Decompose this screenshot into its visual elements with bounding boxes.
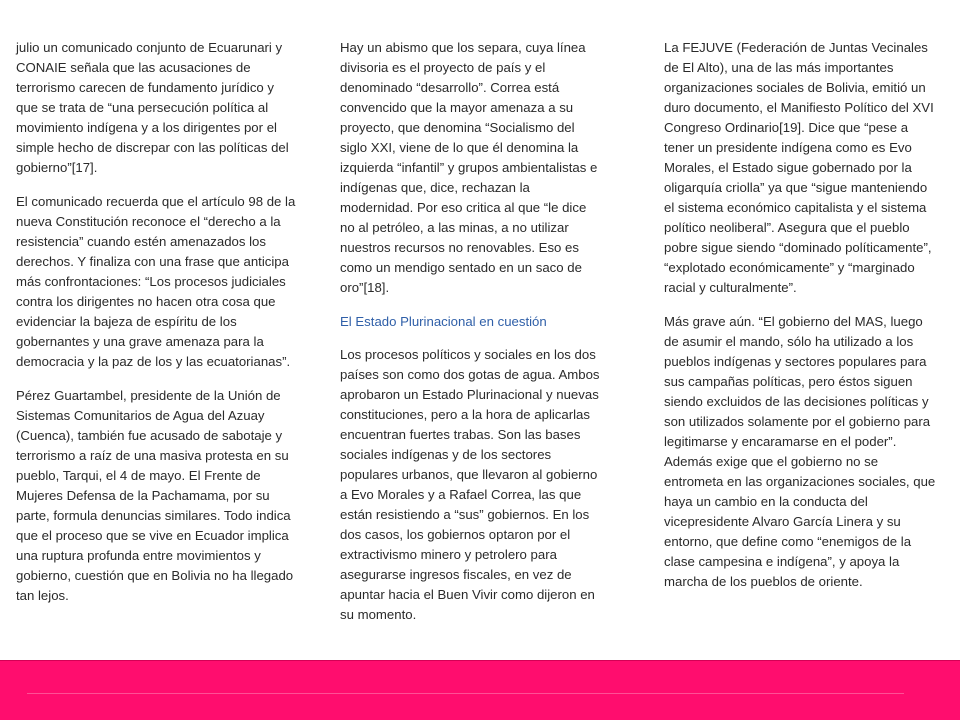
text-column-1 xyxy=(16,38,296,620)
paragraph: Los procesos políticos y sociales en los dos países son como dos gotas de agua. Ambos aprobaron un Estado Plurinacional y nuevas constituciones, pero a la hora de aplicarlas encuentran fuertes trabas. Son las bases sociales indígenas y de los sectores populares urbanos, que llevaron al gobierno a Evo Morales y a Rafael Correa, las que están resistiendo a “sus” gobiernos. En los dos casos, los gobiernos optaron por el extractivismo minero y petrolero para asegurarse ingresos fiscales, en vez de apuntar hacia el Buen Vivir como dijeron en su momento. xyxy=(340,347,600,622)
paragraph: La FEJUVE (Federación de Juntas Vecinales de El Alto), una de las más importantes organizaciones sociales de Bolivia, emitió un duro documento, el Manifiesto Político del XVI Congreso Ordinario[19]. Dice que “pese a tener un presidente indígena como es Evo Morales, el Estado sigue gobernado por la oligarquía criolla” ya que “sigue manteniendo el sistema económico capitalista y el sistema político neoliberal”. Asegura que el pueblo pobre sigue siendo “dominado políticamente”, “explotado económicamente” y “marginado racial y culturalmente”. xyxy=(664,40,934,295)
paragraph: julio un comunicado conjunto de Ecuarunari y CONAIE señala que las acusaciones de terrorismo carecen de fundamento jurídico y que se trata de “una persecución política al movimiento indígena y a los dirigentes por el simple hecho de discrepar con las políticas del gobierno”[17]. xyxy=(16,40,289,175)
paragraph: Más grave aún. “El gobierno del MAS, luego de asumir el mando, sólo ha utilizado a los pueblos indígenas y sectores populares para sus campañas políticas, pero éstos siguen siendo excluidos de las decisiones políticas y son utilizados solamente por el gobierno para legitimarse y encaramarse en el poder”. Además exige que el gobierno no se entrometa en las organizaciones sociales, que haya un cambio en la conducta del vicepresidente Alvaro García Linera y su entorno, que define como “enemigos de la clase campesina e indígena”, y apoya la marcha de los pueblos de oriente. xyxy=(664,314,936,589)
paragraph: Hay un abismo que los separa, cuya línea divisoria es el proyecto de país y el denominado “desarrollo”. Correa está convencido que la mayor amenaza a su proyecto, que denomina “Socialismo del siglo XXI, viene de lo que él denomina la izquierda “infantil” y grupos ambientalistas e indígenas que, dice, rechazan la modernidad. Por eso critica al que “le dice no al petróleo, a las minas, a no utilizar nuestros recursos no renovables. Eso es como un mendigo sentado en un saco de oro”[18]. xyxy=(340,40,598,295)
paragraph: Pérez Guartambel, presidente de la Unión de Sistemas Comunitarios de Agua del Azuay (Cuenca), también fue acusado de sabotaje y terrorismo a raíz de una masiva protesta en su pueblo, Tarqui, el 4 de mayo. El Frente de Mujeres Defensa de la Pachamama, por su parte, formula denuncias similares. Todo indica que el proceso que se vive en Ecuador implica una ruptura profunda entre movimientos y gobierno, cuestión que en Bolivia no ha llegado tan lejos. xyxy=(16,388,294,603)
text-column-2 xyxy=(340,38,602,639)
text-column-3 xyxy=(664,38,940,606)
section-heading: El Estado Plurinacional en cuestión xyxy=(340,314,547,329)
footer-divider xyxy=(27,693,904,694)
footer-band xyxy=(0,660,960,720)
paragraph: El comunicado recuerda que el artículo 98 de la nueva Constitución reconoce el “derecho a la resistencia” cuando estén amenazados los derechos. Y finaliza con una frase que anticipa más confrontaciones: “Los procesos judiciales contra los dirigentes no hacen otra cosa que evidenciar la bajeza de espíritu de los gobernantes y una grave amenaza para la democracia y la paz de los y las ecuatorianas”. xyxy=(16,194,296,369)
